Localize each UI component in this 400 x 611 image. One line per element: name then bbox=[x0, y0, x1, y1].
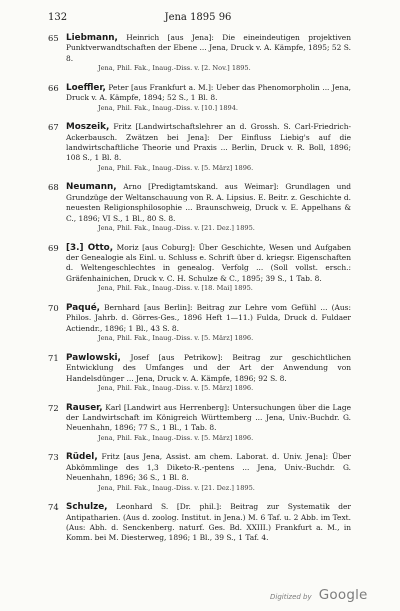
entry-description: Heinrich [aus Jena]: Die eineindeutigen projektiven Punktverwandtschaften der Ebene ... Jena, Druck v. A. Kämpfe, 1895; 52 S. 8. bbox=[66, 33, 351, 63]
entry-number: 72 bbox=[48, 402, 59, 413]
author-name: Liebmann, bbox=[66, 33, 118, 43]
entry-text bbox=[48, 502, 351, 544]
entry-text bbox=[48, 353, 351, 384]
dissertation-note: Jena, Phil. Fak., Inaug.-Diss. v. [5. März] 1896. bbox=[98, 433, 254, 442]
entry-description: Josef [aus Petrikow]: Beitrag zur geschichtlichen Entwicklung des Umfanges und der Art der Anwendung von Handelsdünger ... Jena, Druck v. A. Kämpfe, 1896; 92 S. 8. bbox=[66, 352, 351, 383]
entry-description: Fritz [Landwirtschaftslehrer an d. Grossh. S. Carl-Friedrich-Ackerbausch. Zwätzen bei Jena]: Der Einfluss Liebig's auf die landwirtschaftliche Theorie und Praxis ... Berlin, Druck v. R. Boll, 1896; 108 S., 1 Bl. 8. bbox=[66, 122, 351, 163]
entry-number: 67 bbox=[48, 122, 59, 133]
bibliography-entry bbox=[48, 122, 351, 173]
dissertation-note: Jena, Phil. Fak., Inaug.-Diss. v. [10.] 1894. bbox=[98, 103, 239, 112]
entry-number: 66 bbox=[48, 82, 59, 93]
entry-number: 68 bbox=[48, 182, 59, 193]
dissertation-note: Jena, Phil. Fak., Inaug.-Diss. v. [5. März] 1896. bbox=[98, 163, 254, 172]
dissertation-note: Jena, Phil. Fak., Inaug.-Diss. v. [21. Dez.] 1895. bbox=[98, 483, 255, 492]
bibliography-entry bbox=[48, 502, 351, 544]
watermark-prefix: Digitized by bbox=[270, 593, 312, 601]
entry-list bbox=[48, 33, 351, 553]
entry-description: Moriz [aus Coburg]: Über Geschichte, Wesen und Aufgaben der Genealogie als Einl. u. Schluss e. Schrift über d. kriegsr. Eigenschaften d. Weltengeschlechtes in genealog. Verfolg ... (Soll vollst. ersch.: Gräfenhainichen, Druck v. C. H. Schulze & C., 1895; 39 S., 1 Tab. 8. bbox=[66, 242, 351, 283]
entry-number: 65 bbox=[48, 33, 59, 43]
dissertation-note: Jena, Phil. Fak., Inaug.-Diss. v. [2. Nov.] 1895. bbox=[98, 64, 251, 73]
entry-number: 69 bbox=[48, 242, 59, 253]
entry-text bbox=[48, 403, 351, 434]
author-name: Loeffler, bbox=[66, 82, 106, 93]
entry-description: Leonhard S. [Dr. phil.]: Beitrag zur Systematik der Antipatharien. (Aus d. zoolog. Institut. in Jena.) M. 6 Taf. u. 2 Abb. im Text. (Aus: Abh. d. Senckenberg. naturf. Ges. Bd. XXIII.) Frankfurt a. M., in Komm. bei M. Diesterweg, 1896; 1 Bl., 39 S., 1 Taf. 4. bbox=[66, 502, 351, 543]
entry-description: Karl [Landwirt aus Herrenberg]: Untersuchungen über die Lage der Landwirtschaft im Königreich Württemberg ... Jena, Univ.-Buchdr. G. Neuenhahn, 1896; 77 S., 1 Bl., 1 Tab. 8. bbox=[66, 402, 351, 433]
bibliography-entry bbox=[48, 403, 351, 444]
entry-description: Arno [Predigtamtskand. aus Weimar]: Grundlagen und Grundzüge der Weltanschauung von R. A. Lipsius. E. Beitr. z. Geschichte d. neuesten Religionsphilosophie ... Braunschweig, Druck v. E. Appelhans & C., 1896; VI S., 1 Bl., 80 S. 8. bbox=[66, 182, 351, 223]
entry-text bbox=[48, 243, 351, 285]
entry-description: Peter [aus Frankfurt a. M.]: Ueber das Phenomorpholin ... Jena, Druck v. A. Kämpfe, 1894; 52 S., 1 Bl. 8. bbox=[66, 82, 351, 103]
entry-number: 70 bbox=[48, 302, 59, 313]
author-name: Rüdel, bbox=[66, 452, 98, 463]
author-name: [3.] Otto, bbox=[66, 242, 114, 253]
entry-number: 74 bbox=[48, 502, 59, 513]
author-name: Schulze, bbox=[66, 502, 108, 513]
entry-text bbox=[48, 122, 351, 164]
author-name: Rauser, bbox=[66, 402, 103, 413]
entry-number: 73 bbox=[48, 452, 59, 463]
bibliography-entry bbox=[48, 182, 351, 233]
digitized-by-google-watermark bbox=[270, 584, 368, 603]
dissertation-note: Jena, Phil. Fak., Inaug.-Diss. v. [21. Dez.] 1895. bbox=[98, 224, 255, 233]
entry-text bbox=[48, 452, 351, 483]
entry-text bbox=[48, 33, 351, 64]
entry-number: 71 bbox=[48, 352, 59, 363]
entry-text bbox=[48, 182, 351, 224]
page-number: 132 bbox=[48, 12, 68, 23]
author-name: Paqué, bbox=[66, 302, 101, 313]
bibliography-entry bbox=[48, 33, 351, 74]
author-name: Pawlowski, bbox=[66, 352, 121, 363]
entry-description: Fritz [aus Jena, Assist. am chem. Laborat. d. Univ. Jena]: Über Abkömmlinge des 1,3 Diketo-R.-pentens ... Jena, Univ.-Buchdr. G. Neuenhahn, 1896; 36 S., 1 Bl. 8. bbox=[66, 452, 351, 483]
dissertation-note: Jena, Phil. Fak., Inaug.-Diss. v. [5. März] 1896. bbox=[98, 383, 254, 392]
bibliography-entry bbox=[48, 303, 351, 344]
dissertation-note: Jena, Phil. Fak., Inaug.-Diss. v. [18. Mai] 1895. bbox=[98, 284, 253, 293]
bibliography-entry bbox=[48, 353, 351, 394]
author-name: Moszeik, bbox=[66, 122, 110, 133]
bibliography-entry bbox=[48, 243, 351, 294]
entry-text bbox=[48, 83, 351, 104]
author-name: Neumann, bbox=[66, 182, 117, 193]
running-title: Jena 1895 96 bbox=[164, 12, 232, 23]
entry-description: Bernhard [aus Berlin]: Beitrag zur Lehre vom Gefühl ... (Aus: Philos. Jahrb. d. Görres-Ges., 1896 Heft 1—11.) Fulda, Druck d. Fuldaer Actiendr., 1896; 1 Bl., 43 S. 8. bbox=[66, 302, 351, 333]
bibliography-entry bbox=[48, 83, 351, 113]
page-header bbox=[48, 12, 348, 26]
bibliography-entry bbox=[48, 452, 351, 493]
entry-text bbox=[48, 303, 351, 334]
watermark-brand: Google bbox=[318, 587, 368, 603]
dissertation-note: Jena, Phil. Fak., Inaug.-Diss. v. [5. März] 1896. bbox=[98, 334, 254, 343]
